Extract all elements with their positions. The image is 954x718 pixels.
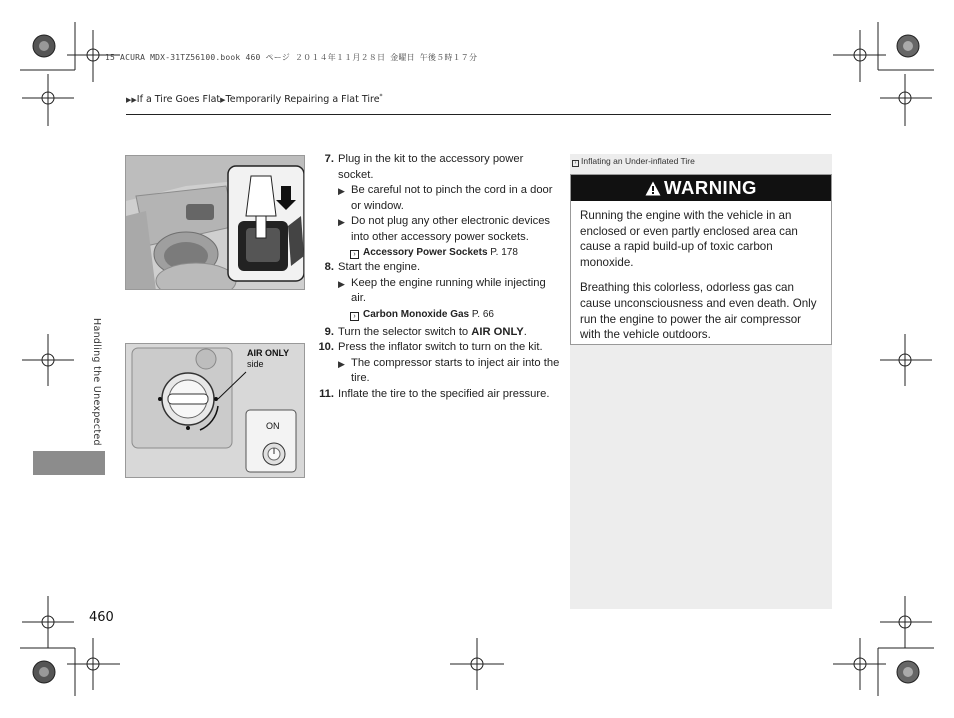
ref-page: P. 178 <box>490 247 518 258</box>
cross-reference-icon: › <box>572 160 579 167</box>
cross-reference-icon: › <box>350 312 359 321</box>
warning-body <box>571 201 831 343</box>
step-10-note-1 <box>318 356 560 387</box>
step-text-bold: AIR ONLY <box>471 325 524 338</box>
warning-header <box>571 175 831 201</box>
note-text: The compressor starts to inject air into the tire. <box>351 356 560 384</box>
note-text: Do not plug any other electronic devices into other accessory power sockets. <box>351 215 551 243</box>
step-11 <box>318 387 560 403</box>
step-8 <box>318 260 560 276</box>
step-number: 11. <box>319 387 334 400</box>
warning-title: WARNING <box>664 177 757 198</box>
step-8-note-1 <box>318 276 560 307</box>
step-text: Press the inflator switch to turn on the kit. <box>338 341 543 353</box>
figure-plug-socket <box>125 155 305 290</box>
ref-page: P. 66 <box>471 308 494 320</box>
warning-box <box>570 174 832 345</box>
on-switch-label: ON <box>266 421 280 431</box>
step-number: 10. <box>318 341 334 353</box>
warning-paragraph-1: Running the engine with the vehicle in an enclosed or even partly enclosed area can cause a rapid build-up of toxic carbon monoxide. <box>580 209 798 269</box>
breadcrumb-superscript: * <box>379 93 383 100</box>
note-marker: ▶ <box>338 278 345 289</box>
step-number: 7. <box>324 153 334 165</box>
warning-paragraph-2: Breathing this colorless, odorless gas can cause unconsciousness and even death. Only run the engine to power the air compressor with the vehicle outdoors. <box>580 281 817 342</box>
step-10 <box>318 340 560 356</box>
side-note-caption-text: Inflating an Under-inflated Tire <box>581 156 695 166</box>
breadcrumb-item-repair[interactable]: Temporarily Repairing a Flat Tire <box>225 94 380 106</box>
breadcrumb-separator: ▶ <box>220 96 226 105</box>
breadcrumb-item-flat-tire[interactable]: If a Tire Goes Flat <box>136 94 221 106</box>
figure-selector-switch <box>125 343 305 478</box>
step-number: 8. <box>324 261 334 273</box>
step-number: 9. <box>324 325 334 338</box>
header-rule <box>126 114 831 115</box>
side-tab-marker <box>33 451 105 475</box>
ref-title: Carbon Monoxide Gas <box>363 308 470 320</box>
step-text: Start the engine. <box>338 261 421 273</box>
step-9 <box>318 325 560 341</box>
steps-list <box>318 152 560 402</box>
page-number: 460 <box>89 610 114 625</box>
breadcrumb <box>126 93 383 105</box>
step-text-before: Turn the selector switch to <box>338 325 472 338</box>
ref-accessory-power-sockets[interactable] <box>318 245 560 260</box>
breadcrumb-arrows: ▶▶ <box>126 96 137 105</box>
air-only-label-bold: AIR ONLY <box>247 348 290 358</box>
step-7 <box>318 152 560 183</box>
print-header: 15 ACURA MDX-31TZ56100.book 460 ページ ２０１４年１１月２８日 金曜日 午後５時１７分 <box>105 53 478 62</box>
air-only-label <box>247 348 289 370</box>
warning-triangle-icon <box>645 181 661 196</box>
note-marker: ▶ <box>338 358 345 369</box>
step-text: Plug in the kit to the accessory power socket. <box>338 153 524 181</box>
step-text-after: . <box>523 325 527 338</box>
side-note-caption <box>570 156 695 167</box>
step-7-note-1 <box>318 183 560 214</box>
side-tab-label-wrap <box>86 318 106 458</box>
step-text <box>338 325 560 341</box>
air-only-label-side: side <box>247 359 264 369</box>
plug-socket-illustration <box>126 156 305 290</box>
side-tab-label: Handling the Unexpected <box>91 318 102 446</box>
step-text: Inflate the tire to the specified air pressure. <box>338 387 550 400</box>
ref-carbon-monoxide-gas[interactable] <box>318 307 560 322</box>
ref-title: Accessory Power Sockets <box>363 247 488 258</box>
note-text: Keep the engine running while injecting air. <box>351 276 546 304</box>
cross-reference-icon: › <box>350 250 359 259</box>
note-marker: ▶ <box>338 186 345 196</box>
note-text: Be careful not to pinch the cord in a door or window. <box>351 184 553 212</box>
note-marker: ▶ <box>338 217 345 227</box>
step-7-note-2 <box>318 214 560 245</box>
